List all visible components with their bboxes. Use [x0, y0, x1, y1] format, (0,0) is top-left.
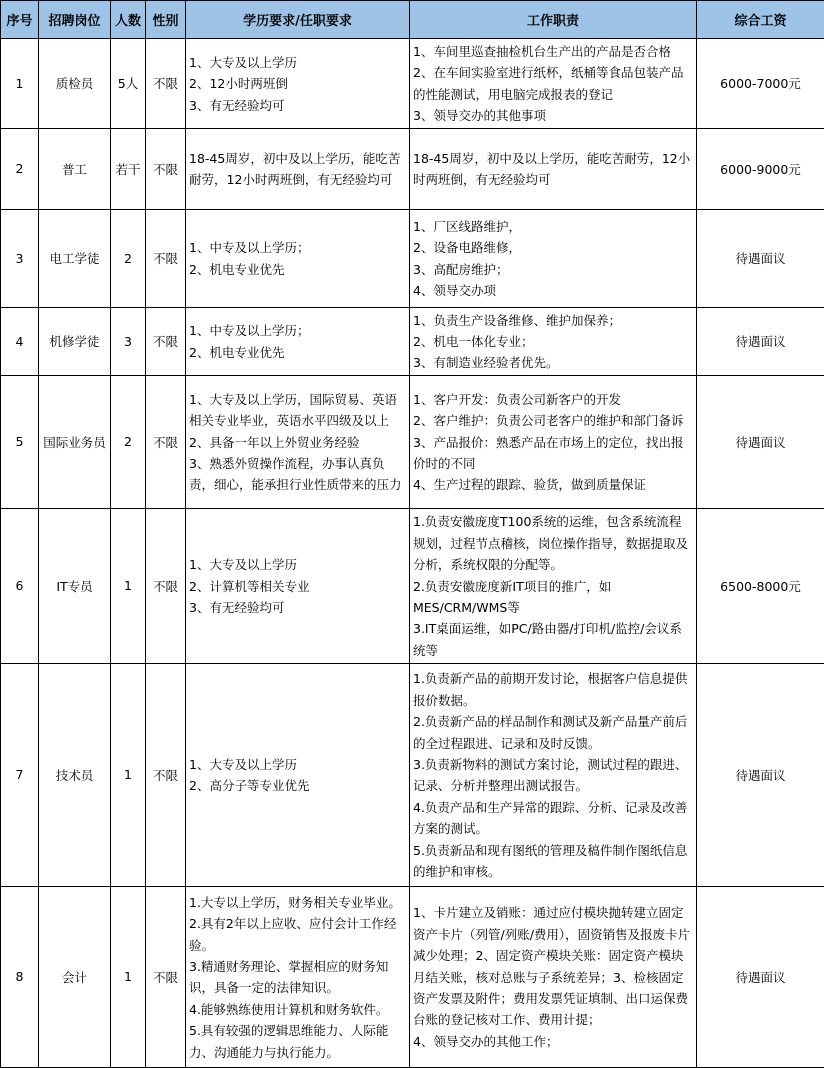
cell-salary: 6000-9000元: [697, 128, 824, 209]
cell-duties: [410, 39, 697, 129]
cell-line: 3.精通财务理论、掌握相应的财务知识，具备一定的法律知识。: [189, 956, 406, 999]
cell-line: 3、领导交办的其他事项: [413, 105, 693, 126]
cell-duties: [410, 886, 697, 1067]
cell-duties: [410, 128, 697, 209]
cell-gender: 不限: [146, 39, 186, 129]
cell-line: 4、领导交办的其他工作；: [413, 1031, 693, 1052]
cell-line: 18-45周岁，初中及以上学历，能吃苦耐劳，12小时两班倒，有无经验均可: [189, 148, 406, 191]
cell-line: 4.负责产品和生产异常的跟踪、分析、记录及改善方案的测试。: [413, 797, 693, 840]
header-requirements: 学历要求/任职要求: [186, 1, 410, 39]
cell-line: 2、设备电路维修，: [413, 237, 693, 258]
cell-gender: 不限: [146, 663, 186, 886]
cell-line: 2.具有2年以上应收、应付会计工作经验。: [189, 913, 406, 956]
cell-line: 2、在车间实验室进行纸杯，纸桶等食品包装产品的性能测试，用电脑完成报表的登记: [413, 62, 693, 105]
cell-position: 技术员: [39, 663, 111, 886]
table-row: [1, 663, 824, 886]
cell-line: 1、中专及以上学历；: [189, 320, 406, 341]
cell-line: 1、大专及以上学历: [189, 52, 406, 73]
cell-line: 1、卡片建立及销账：通过应付模块抛转建立固定资产卡片（列管/列账/费用），固资销售及报废卡片减少处理；2、固定资产模块关账：固定资产模块月结关账，核对总账与子系统差异；3、检核固定资产发票及附件；费用发票凭证填制、出口运保费台账的登记核对工作、费用计提；: [413, 902, 693, 1030]
cell-count: 若干: [111, 128, 146, 209]
cell-position: 质检员: [39, 39, 111, 129]
cell-position: IT专员: [39, 508, 111, 663]
cell-line: 3、有无经验均可: [189, 597, 406, 618]
cell-line: 2、机电专业优先: [189, 342, 406, 363]
cell-salary: 待遇面议: [697, 307, 824, 375]
cell-requirements: [186, 209, 410, 307]
cell-gender: 不限: [146, 209, 186, 307]
cell-salary: 6000-7000元: [697, 39, 824, 129]
header-salary: 综合工资: [697, 1, 824, 39]
cell-no: 6: [1, 508, 39, 663]
cell-duties: [410, 375, 697, 508]
cell-line: 5.具有较强的逻辑思维能力、人际能力、沟通能力与执行能力。: [189, 1020, 406, 1063]
cell-gender: 不限: [146, 508, 186, 663]
cell-position: 国际业务员: [39, 375, 111, 508]
cell-no: 2: [1, 128, 39, 209]
cell-line: 3.负责新物料的测试方案讨论，测试过程的跟进、记录、分析并整理出测试报告。: [413, 754, 693, 797]
cell-line: 2、12小时两班倒: [189, 73, 406, 94]
cell-position: 机修学徒: [39, 307, 111, 375]
cell-requirements: [186, 663, 410, 886]
cell-duties: [410, 307, 697, 375]
cell-line: 3、有制造业经验者优先。: [413, 352, 693, 373]
cell-duties: [410, 209, 697, 307]
table-row: [1, 209, 824, 307]
cell-gender: 不限: [146, 375, 186, 508]
cell-line: 1.负责新产品的前期开发讨论，根据客户信息提供报价数据。: [413, 668, 693, 711]
cell-salary: 待遇面议: [697, 886, 824, 1067]
cell-gender: 不限: [146, 307, 186, 375]
cell-line: 1.负责安徽庞度T100系统的运维，包含系统流程规划，过程节点稽核，岗位操作指导，数据提取及分析，系统权限的分配等。: [413, 511, 693, 575]
cell-salary: 待遇面议: [697, 663, 824, 886]
cell-requirements: [186, 39, 410, 129]
cell-line: 3.IT桌面运维，如PC/路由器/打印机/监控/会议系统等: [413, 618, 693, 661]
table-row: [1, 508, 824, 663]
cell-line: 2、客户维护：负责公司老客户的维护和部门备诉: [413, 410, 693, 431]
cell-line: 4、领导交办项: [413, 280, 693, 301]
cell-duties: [410, 663, 697, 886]
cell-requirements: [186, 375, 410, 508]
cell-gender: 不限: [146, 886, 186, 1067]
cell-line: 2.负责安徽庞度新IT项目的推广，如MES/CRM/WMS等: [413, 576, 693, 619]
cell-no: 5: [1, 375, 39, 508]
cell-no: 7: [1, 663, 39, 886]
cell-no: 1: [1, 39, 39, 129]
cell-position: 会计: [39, 886, 111, 1067]
cell-line: 4、生产过程的跟踪、验货，做到质量保证: [413, 474, 693, 495]
cell-line: 18-45周岁，初中及以上学历，能吃苦耐劳，12小时两班倒，有无经验均可: [413, 148, 693, 191]
cell-line: 1、负责生产设备维修、维护加保养；: [413, 310, 693, 331]
cell-line: 1、客户开发：负责公司新客户的开发: [413, 389, 693, 410]
cell-duties: [410, 508, 697, 663]
cell-no: 4: [1, 307, 39, 375]
cell-line: 2、具备一年以上外贸业务经验: [189, 432, 406, 453]
header-gender: 性别: [146, 1, 186, 39]
cell-requirements: [186, 128, 410, 209]
header-duties: 工作职责: [410, 1, 697, 39]
cell-salary: 6500-8000元: [697, 508, 824, 663]
table-row: [1, 39, 824, 129]
cell-line: 1.大专以上学历，财务相关专业毕业。: [189, 892, 406, 913]
cell-count: 3: [111, 307, 146, 375]
cell-count: 2: [111, 209, 146, 307]
cell-line: 2、计算机等相关专业: [189, 576, 406, 597]
header-position: 招聘岗位: [39, 1, 111, 39]
header-row: [1, 1, 824, 39]
cell-line: 3、有无经验均可: [189, 95, 406, 116]
cell-line: 3、产品报价：熟悉产品在市场上的定位，找出报价时的不同: [413, 432, 693, 475]
cell-position: 普工: [39, 128, 111, 209]
cell-gender: 不限: [146, 128, 186, 209]
cell-count: 5人: [111, 39, 146, 129]
cell-line: 2.负责新产品的样品制作和测试及新产品量产前后的全过程跟进、记录和及时反馈。: [413, 711, 693, 754]
cell-salary: 待遇面议: [697, 209, 824, 307]
table-row: [1, 307, 824, 375]
cell-line: 1、车间里巡查抽检机台生产出的产品是否合格: [413, 41, 693, 62]
cell-requirements: [186, 307, 410, 375]
cell-no: 3: [1, 209, 39, 307]
cell-line: 1、大专及以上学历: [189, 554, 406, 575]
table-row: [1, 375, 824, 508]
cell-line: 2、机电一体化专业；: [413, 331, 693, 352]
table-row: [1, 886, 824, 1067]
cell-line: 1、大专及以上学历: [189, 754, 406, 775]
cell-line: 2、高分子等专业优先: [189, 775, 406, 796]
cell-line: 1、大专及以上学历，国际贸易、英语相关专业毕业，英语水平四级及以上: [189, 389, 406, 432]
cell-salary: 待遇面议: [697, 375, 824, 508]
cell-line: 4.能够熟练使用计算机和财务软件。: [189, 999, 406, 1020]
header-no: 序号: [1, 1, 39, 39]
cell-requirements: [186, 508, 410, 663]
cell-count: 1: [111, 508, 146, 663]
cell-line: 2、机电专业优先: [189, 259, 406, 280]
cell-no: 8: [1, 886, 39, 1067]
cell-position: 电工学徒: [39, 209, 111, 307]
cell-line: 1、中专及以上学历；: [189, 237, 406, 258]
cell-line: 3、高配房维护；: [413, 259, 693, 280]
table-row: [1, 128, 824, 209]
header-count: 人数: [111, 1, 146, 39]
cell-line: 1、厂区线路维护，: [413, 216, 693, 237]
cell-requirements: [186, 886, 410, 1067]
cell-line: 3、熟悉外贸操作流程，办事认真负责，细心，能承担行业性质带来的压力: [189, 453, 406, 496]
cell-count: 1: [111, 886, 146, 1067]
cell-line: 5.负责新品和现有图纸的管理及稿件制作图纸信息的维护和审核。: [413, 840, 693, 883]
cell-count: 1: [111, 663, 146, 886]
cell-count: 2: [111, 375, 146, 508]
